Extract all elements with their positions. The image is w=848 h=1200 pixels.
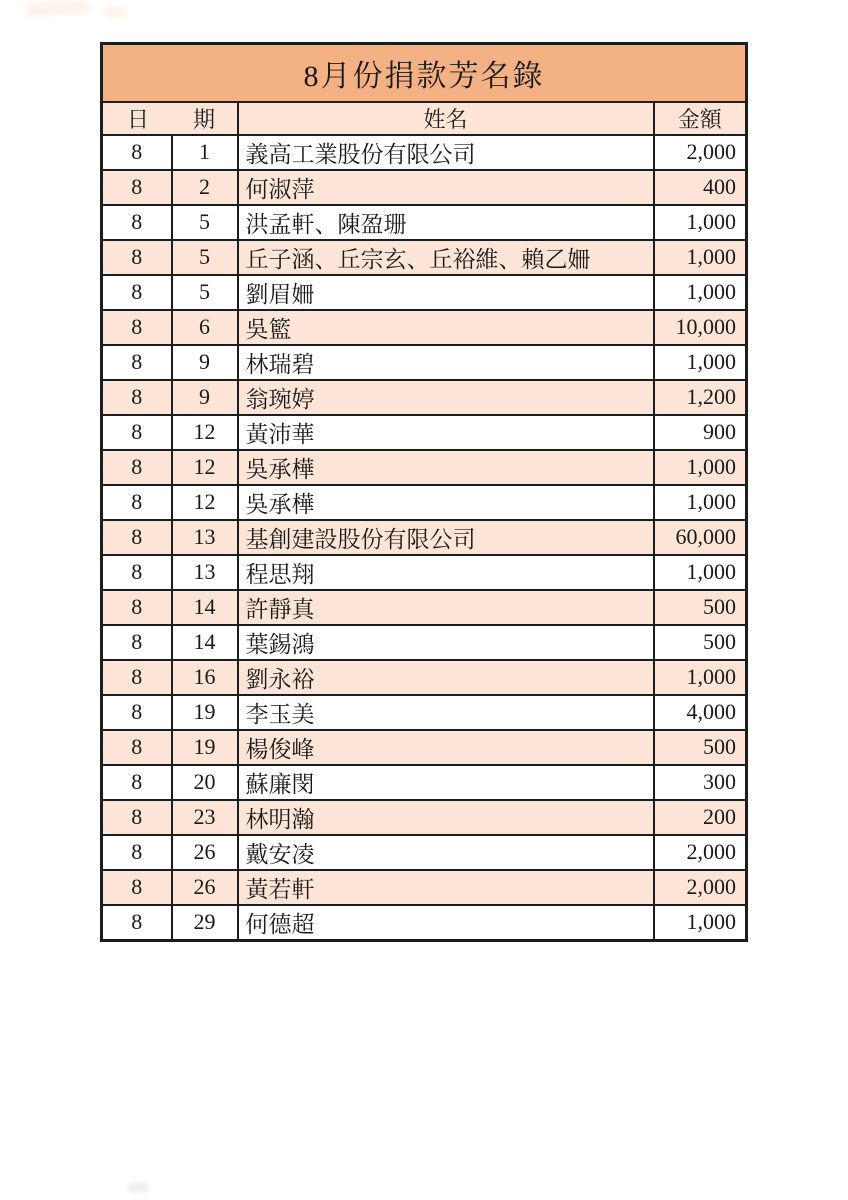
cell-name: 戴安凌 [238, 835, 654, 870]
cell-name: 義高工業股份有限公司 [238, 135, 654, 170]
cell-amount: 500 [654, 590, 747, 625]
table-row [102, 205, 747, 240]
table-row [102, 450, 747, 485]
cell-amount: 1,000 [654, 905, 747, 941]
table-row [102, 695, 747, 730]
table-row [102, 380, 747, 415]
cell-month: 8 [102, 310, 172, 345]
cell-name: 楊俊峰 [238, 730, 654, 765]
donation-table-body [102, 135, 747, 941]
cell-day: 9 [172, 380, 238, 415]
table-row [102, 555, 747, 590]
cell-month: 8 [102, 485, 172, 520]
cell-amount: 400 [654, 170, 747, 205]
cell-amount: 1,000 [654, 555, 747, 590]
header-date-cell [102, 102, 238, 135]
page-title: 8月份捐款芳名錄 [102, 44, 747, 102]
table-row [102, 170, 747, 205]
cell-name: 黃沛華 [238, 415, 654, 450]
cell-month: 8 [102, 625, 172, 660]
table-row [102, 415, 747, 450]
cell-month: 8 [102, 695, 172, 730]
cell-month: 8 [102, 450, 172, 485]
cell-amount: 60,000 [654, 520, 747, 555]
cell-name: 何淑萍 [238, 170, 654, 205]
cell-amount: 2,000 [654, 870, 747, 905]
cell-month: 8 [102, 870, 172, 905]
donation-table [100, 42, 748, 942]
table-row [102, 905, 747, 941]
cell-name: 何德超 [238, 905, 654, 941]
cell-name: 丘子涵、丘宗玄、丘裕維、賴乙姍 [238, 240, 654, 275]
cell-month: 8 [102, 765, 172, 800]
cell-month: 8 [102, 170, 172, 205]
cell-name: 林瑞碧 [238, 345, 654, 380]
table-row [102, 765, 747, 800]
cell-day: 19 [172, 695, 238, 730]
cell-amount: 2,000 [654, 835, 747, 870]
cell-month: 8 [102, 415, 172, 450]
cell-name: 翁琬婷 [238, 380, 654, 415]
table-row [102, 800, 747, 835]
title-row [102, 44, 747, 102]
cell-day: 26 [172, 870, 238, 905]
cell-name: 劉眉姍 [238, 275, 654, 310]
cell-month: 8 [102, 240, 172, 275]
cell-amount: 300 [654, 765, 747, 800]
cell-month: 8 [102, 730, 172, 765]
table-row [102, 310, 747, 345]
cell-month: 8 [102, 835, 172, 870]
cell-month: 8 [102, 380, 172, 415]
cell-name: 李玉美 [238, 695, 654, 730]
cell-amount: 1,000 [654, 660, 747, 695]
cell-amount: 2,000 [654, 135, 747, 170]
cell-day: 1 [172, 135, 238, 170]
cell-day: 12 [172, 450, 238, 485]
cell-day: 14 [172, 590, 238, 625]
cell-day: 26 [172, 835, 238, 870]
cell-month: 8 [102, 205, 172, 240]
header-day-label: 期 [192, 106, 215, 132]
table-row [102, 870, 747, 905]
table-row [102, 135, 747, 170]
cell-name: 吳承樺 [238, 450, 654, 485]
cell-name: 洪孟軒、陳盈珊 [238, 205, 654, 240]
table-row [102, 275, 747, 310]
table-row [102, 485, 747, 520]
table-row [102, 520, 747, 555]
table-row [102, 730, 747, 765]
cell-day: 9 [172, 345, 238, 380]
cell-amount: 1,000 [654, 345, 747, 380]
cell-month: 8 [102, 800, 172, 835]
header-name-label: 姓名 [238, 102, 654, 135]
cell-amount: 1,000 [654, 485, 747, 520]
scan-artifact [104, 7, 126, 17]
table-row [102, 660, 747, 695]
cell-name: 劉永裕 [238, 660, 654, 695]
cell-day: 13 [172, 520, 238, 555]
cell-amount: 4,000 [654, 695, 747, 730]
cell-month: 8 [102, 275, 172, 310]
cell-amount: 500 [654, 625, 747, 660]
cell-day: 12 [172, 485, 238, 520]
scan-artifact [26, 0, 91, 16]
cell-month: 8 [102, 520, 172, 555]
cell-amount: 500 [654, 730, 747, 765]
cell-name: 許靜真 [238, 590, 654, 625]
cell-day: 5 [172, 205, 238, 240]
cell-name: 葉錫鴻 [238, 625, 654, 660]
cell-amount: 10,000 [654, 310, 747, 345]
cell-amount: 1,000 [654, 450, 747, 485]
cell-name: 程思翔 [238, 555, 654, 590]
cell-name: 蘇廉閔 [238, 765, 654, 800]
header-month-label: 日 [126, 106, 149, 132]
table-row [102, 345, 747, 380]
cell-amount: 1,000 [654, 205, 747, 240]
donation-sheet [100, 42, 745, 942]
cell-day: 13 [172, 555, 238, 590]
cell-month: 8 [102, 135, 172, 170]
cell-month: 8 [102, 905, 172, 941]
cell-day: 6 [172, 310, 238, 345]
header-row [102, 102, 747, 135]
cell-amount: 200 [654, 800, 747, 835]
cell-name: 黃若軒 [238, 870, 654, 905]
cell-amount: 1,200 [654, 380, 747, 415]
cell-month: 8 [102, 345, 172, 380]
cell-amount: 1,000 [654, 240, 747, 275]
cell-month: 8 [102, 590, 172, 625]
cell-month: 8 [102, 555, 172, 590]
cell-day: 23 [172, 800, 238, 835]
cell-name: 吳承樺 [238, 485, 654, 520]
cell-amount: 1,000 [654, 275, 747, 310]
cell-day: 2 [172, 170, 238, 205]
cell-name: 林明瀚 [238, 800, 654, 835]
cell-day: 5 [172, 240, 238, 275]
cell-day: 12 [172, 415, 238, 450]
header-amount-label: 金額 [654, 102, 747, 135]
cell-day: 5 [172, 275, 238, 310]
cell-day: 16 [172, 660, 238, 695]
cell-name: 吳籃 [238, 310, 654, 345]
cell-day: 19 [172, 730, 238, 765]
table-row [102, 590, 747, 625]
table-row [102, 240, 747, 275]
cell-amount: 900 [654, 415, 747, 450]
cell-day: 14 [172, 625, 238, 660]
cell-month: 8 [102, 660, 172, 695]
cell-name: 基創建設股份有限公司 [238, 520, 654, 555]
cell-day: 20 [172, 765, 238, 800]
scan-artifact [128, 1183, 148, 1192]
table-row [102, 835, 747, 870]
cell-day: 29 [172, 905, 238, 941]
table-row [102, 625, 747, 660]
